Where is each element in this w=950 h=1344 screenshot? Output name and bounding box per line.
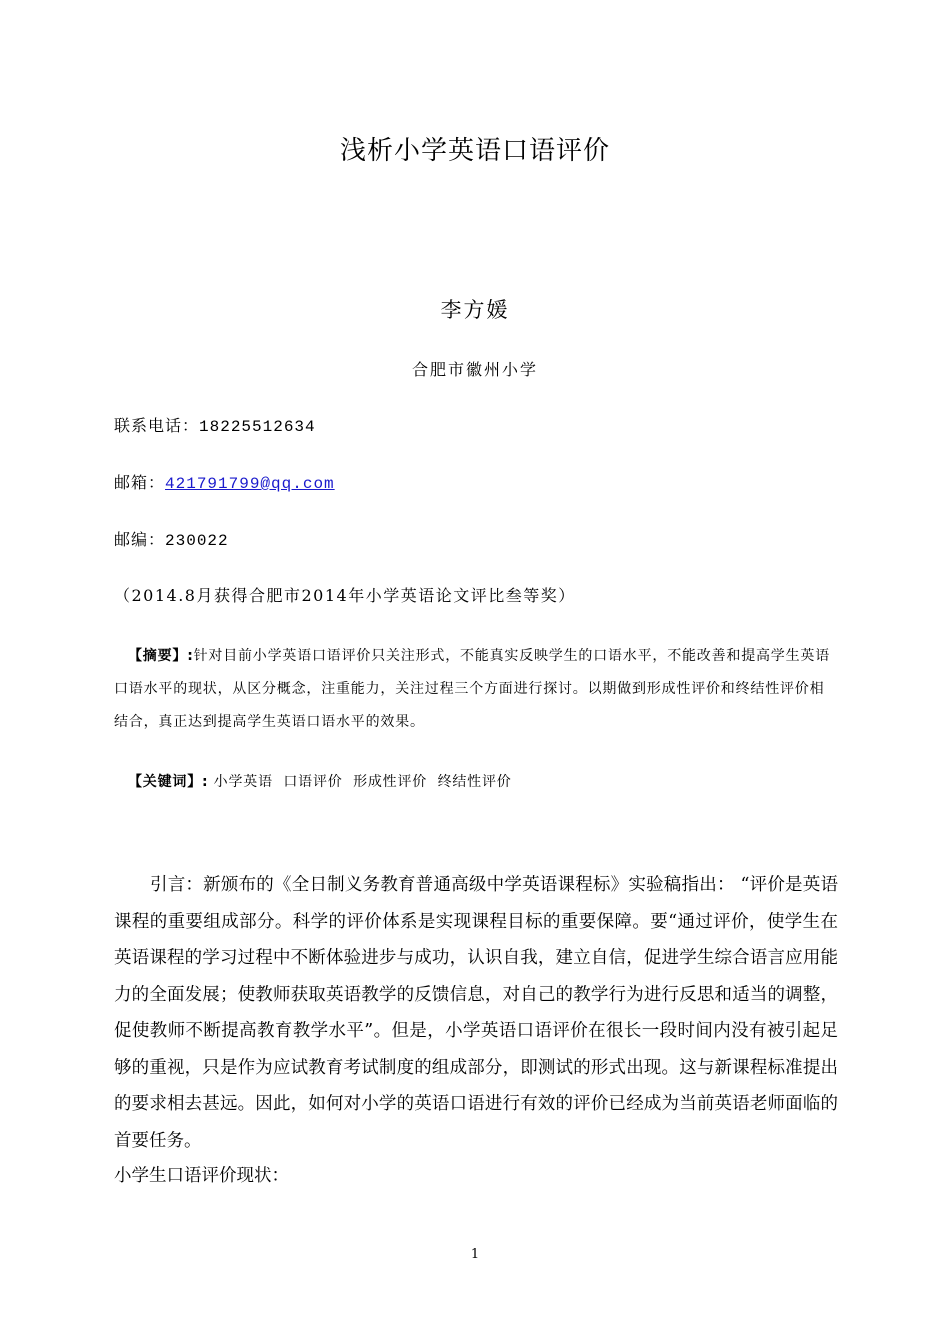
phone-value: 18225512634 — [199, 418, 316, 436]
author-school: 合肥市徽州小学 — [411, 360, 538, 379]
intro-paragraph: 引言：新颁布的《全日制义务教育普通高级中学英语课程标》实验稿指出： “评价是英语课程的重要组成部分。科学的评价体系是实现课程目标的重要保障。要“通过评价，使学生在英语课程的学习过程中不断体验进步与成功，认识自我，建立自信，促进学生综合语言应用能力的全面发展；使教师获取英语教学的反馈信息，对自己的教学行为进行反思和适当的调整，促使教师不断提高教育教学水平”。但是，小学英语口语评价在很长一段时间内没有被引起足够的重视，只是作为应试教育考试制度的组成部分，即测试的形式出现。这与新课程标准提出的要求相去甚远。因此，如何对小学的英语口语进行有效的评价已经成为当前英语老师面临的首要任务。 — [114, 875, 838, 1151]
keywords-line — [128, 771, 512, 791]
postcode-label: 邮编： — [114, 530, 166, 549]
document-title: 浅析小学英语口语评价 — [339, 136, 610, 166]
postcode-line — [114, 527, 229, 550]
keywords-text: 小学英语 口语评价 形成性评价 终结性评价 — [213, 774, 512, 790]
phone-line — [114, 413, 316, 436]
email-link[interactable]: 421791799@qq.com — [165, 475, 335, 493]
author-name: 李方媛 — [440, 298, 510, 322]
page-number: 1 — [470, 1247, 480, 1262]
abstract-text: 针对目前小学英语口语评价只关注形式，不能真实反映学生的口语水平，不能改善和提高学生英语口语水平的现状，从区分概念，注重能力，关注过程三个方面进行探讨。以期做到形成性评价和终结性评价相结合，真正达到提高学生英语口语水平的效果。 — [114, 648, 831, 730]
email-label: 邮箱： — [114, 473, 166, 492]
abstract-paragraph — [114, 640, 838, 739]
postcode-value: 230022 — [165, 532, 229, 550]
keywords-label: 【关键词】: — [128, 774, 209, 790]
award-note: （2014.8月获得合肥市2014年小学英语论文评比叁等奖） — [114, 586, 576, 605]
section-heading: 小学生口语评价现状： — [114, 1166, 289, 1186]
email-line — [114, 470, 335, 493]
abstract-label: 【摘要】: — [128, 648, 194, 664]
phone-label: 联系电话： — [114, 416, 200, 435]
